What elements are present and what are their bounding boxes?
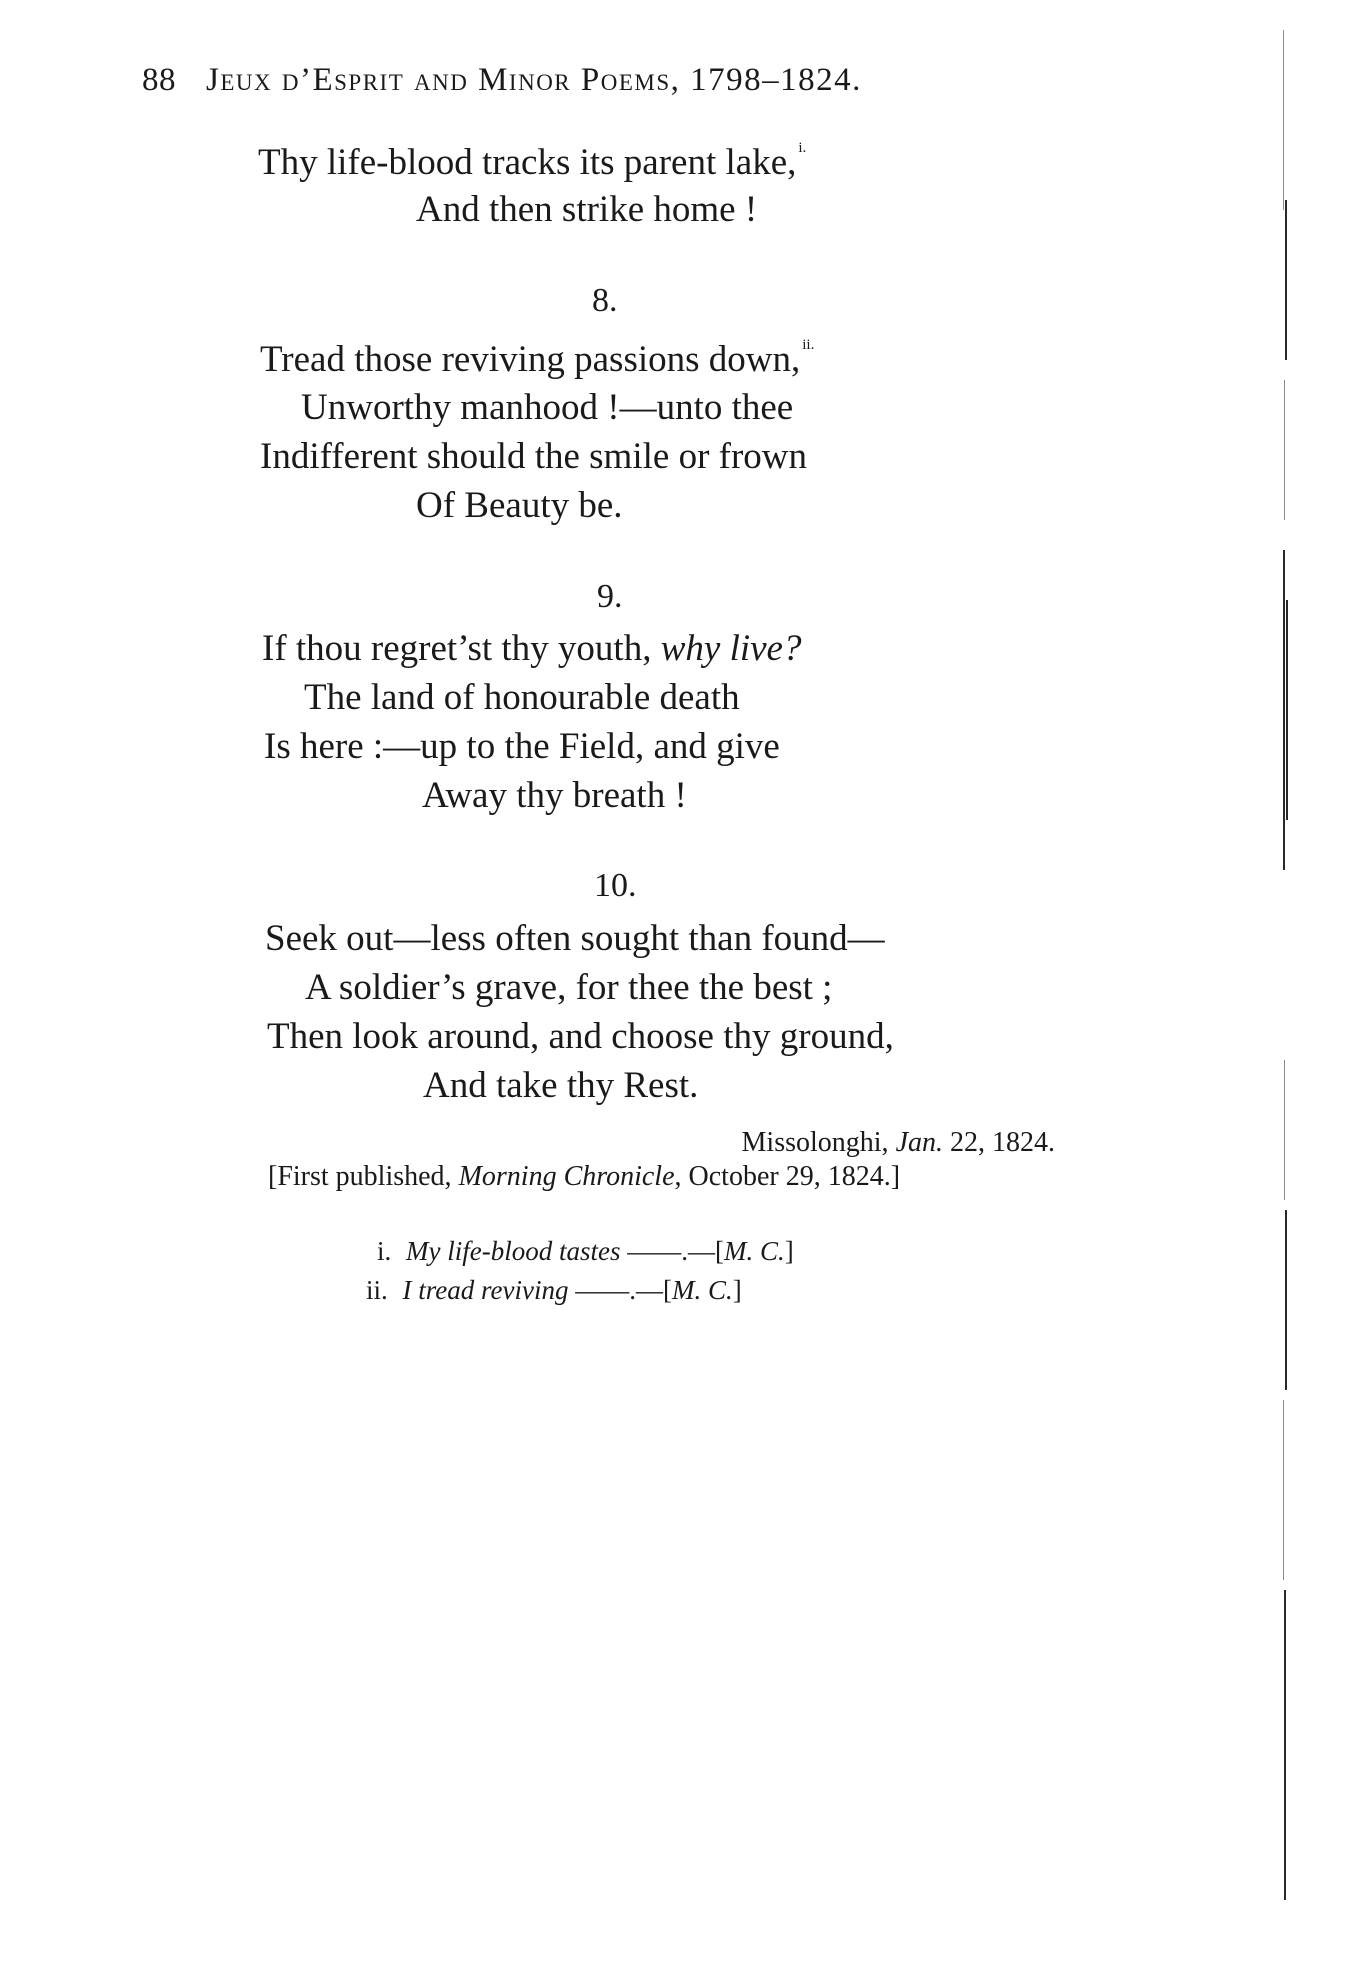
- publication-note: [First published, Morning Chronicle, October 29, 1824.]: [268, 1161, 901, 1192]
- verse-line: And take thy Rest.: [423, 1065, 699, 1106]
- footnote: i. My life-blood tastes ——.—[M. C.]: [377, 1236, 794, 1266]
- verse-line: If thou regret’st thy youth, why live?: [262, 628, 802, 669]
- verse-line: And then strike home !: [416, 189, 758, 230]
- verse-line: Of Beauty be.: [416, 485, 623, 526]
- stanza-number: 10.: [594, 867, 637, 904]
- page-number: 88: [142, 62, 176, 98]
- verse-line: A soldier’s grave, for thee the best ;: [305, 967, 833, 1008]
- footnote-ref: i.: [798, 140, 807, 156]
- verse-line: Is here :—up to the Field, and give: [264, 726, 780, 767]
- verse-line: The land of honourable death: [304, 677, 740, 718]
- verse-line: Thy life-blood tracks its parent lake, $^{i.}$: [258, 140, 807, 183]
- dateline: Missolonghi, Jan. 22, 1824.: [741, 1127, 1055, 1158]
- stanza-number: 9.: [597, 578, 623, 615]
- verse-line: Then look around, and choose thy ground,: [267, 1016, 894, 1057]
- verse-line: Away thy breath !: [422, 775, 687, 816]
- verse-line: Tread those reviving passions down, $^{ii.}$: [260, 337, 815, 380]
- running-header: [142, 62, 862, 99]
- verse-line: Seek out—less often sought than found—: [265, 918, 885, 959]
- footnote: ii. I tread reviving ——.—[M. C.]: [366, 1275, 742, 1305]
- stanza-number: 8.: [592, 282, 618, 319]
- verse-line: Indifferent should the smile or frown: [260, 436, 807, 477]
- verse-line: Unworthy manhood !—unto thee: [301, 387, 794, 428]
- running-title: Jeux d’Esprit and Minor Poems, 1798–1824.: [206, 62, 862, 98]
- footnote-ref: ii.: [802, 337, 815, 353]
